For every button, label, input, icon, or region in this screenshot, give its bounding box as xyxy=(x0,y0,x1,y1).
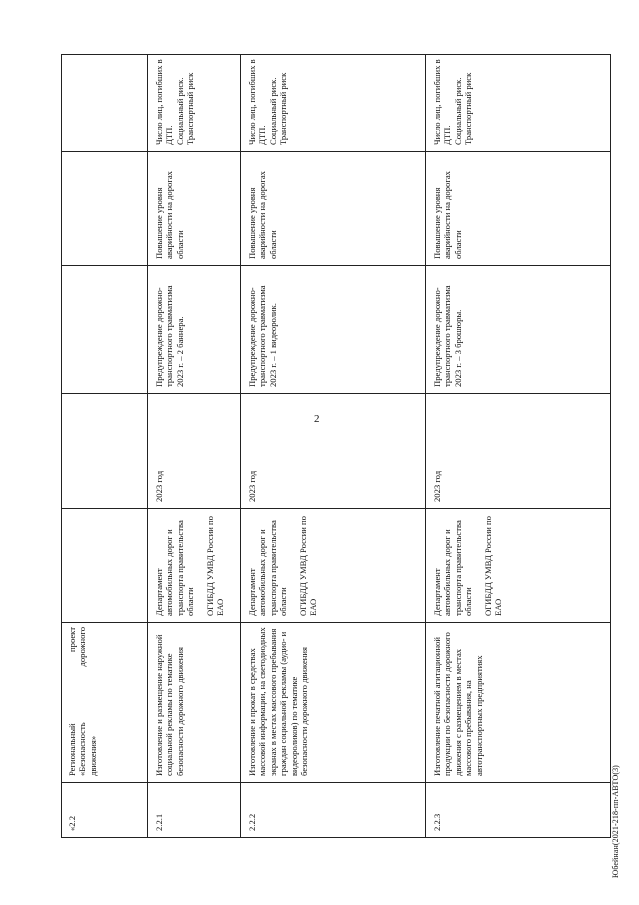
table-row xyxy=(148,55,241,838)
page-number: 2 xyxy=(314,413,320,425)
indicator: Транспортный риск xyxy=(463,72,474,145)
result-value: 2023 г. – 3 брошюры. xyxy=(452,309,463,387)
indicator: Социальный риск. xyxy=(267,77,278,145)
activity: Изготовление и размещение наружной социальной рекламы по тематике безопасности дорожного движения xyxy=(148,623,241,783)
deadline: 2023 год xyxy=(148,394,241,509)
indicator: Число лиц, погибших в ДТП. xyxy=(247,59,268,145)
row-number: 2.2.2 xyxy=(241,783,426,838)
indicator: Число лиц, погибших в ДТП. xyxy=(432,59,453,145)
row-number: 2.2.1 xyxy=(148,783,241,838)
section-cell xyxy=(62,152,148,266)
section-title-line: Региональный проект xyxy=(67,627,77,776)
expected-result xyxy=(241,266,426,394)
indicators xyxy=(426,55,611,152)
executor: Департамент автомобильных дорог и транспорта правительства области xyxy=(432,520,474,616)
section-cell xyxy=(62,509,148,623)
section-cell xyxy=(62,394,148,509)
result-value: 2023 г. – 1 видеоролик. xyxy=(267,303,278,387)
result-text: Предупреждение дорожно-транспортного травматизма xyxy=(247,285,268,387)
section-row xyxy=(62,55,148,838)
activity: Изготовление и прокат в средствах массовой информации, на светодиодных экранах в местах массового пребывания граждан социальной рекламы (аудио- и видеороликов) по тематике безопасности дорожного движения xyxy=(241,623,426,783)
result-text: Предупреждение дорожно-транспортного травматизма xyxy=(154,285,175,387)
result-text: Предупреждение дорожно-транспортного травматизма xyxy=(432,285,453,387)
deadline: 2023 год xyxy=(241,394,426,509)
section-cell xyxy=(62,55,148,152)
footer-code: Юбейнан(2021-218-пп-АВТО(3) xyxy=(611,765,620,878)
rotated-table-container xyxy=(61,55,610,838)
result-value: 2023 г. – 2 баннера. xyxy=(174,316,185,387)
executors xyxy=(241,509,426,623)
executor: Департамент автомобильных дорог и транспорта правительства области xyxy=(247,520,289,616)
section-number: «2.2 xyxy=(62,783,148,838)
executors xyxy=(426,509,611,623)
indicator: Транспортный риск xyxy=(185,72,196,145)
expected-result xyxy=(148,266,241,394)
section-title xyxy=(62,623,148,783)
expected-result xyxy=(426,266,611,394)
section-title-line: «Безопасность дорожного xyxy=(77,627,88,776)
executors xyxy=(148,509,241,623)
executor: Департамент автомобильных дорог и транспорта правительства области xyxy=(154,520,196,616)
executor: ОГИБДД УМВД России по ЕАО xyxy=(297,516,319,616)
deadline: 2023 год xyxy=(426,394,611,509)
section-cell xyxy=(62,266,148,394)
measures-table xyxy=(61,54,611,838)
indicator: Число лиц, погибших в ДТП. xyxy=(154,59,175,145)
consequence: Повышение уровня аварийности на дорогах области xyxy=(148,152,241,266)
section-title-line: движения» xyxy=(87,735,98,776)
indicators xyxy=(241,55,426,152)
indicators xyxy=(148,55,241,152)
table-row xyxy=(241,55,426,838)
table-row xyxy=(426,55,611,838)
consequence: Повышение уровня аварийности на дорогах области xyxy=(241,152,426,266)
activity: Изготовление печатной агитационной продукции по безопасности дорожного движения с размещением в местах массового пребывания, на автотранспортных предприятиях xyxy=(426,623,611,783)
indicator: Социальный риск. xyxy=(174,77,185,145)
consequence: Повышение уровня аварийности на дорогах области xyxy=(426,152,611,266)
executor: ОГИБДД УМВД России по ЕАО xyxy=(482,516,504,616)
indicator: Транспортный риск xyxy=(278,72,289,145)
executor: ОГИБДД УМВД России по ЕАО xyxy=(204,516,226,616)
row-number: 2.2.3 xyxy=(426,783,611,838)
indicator: Социальный риск. xyxy=(452,77,463,145)
